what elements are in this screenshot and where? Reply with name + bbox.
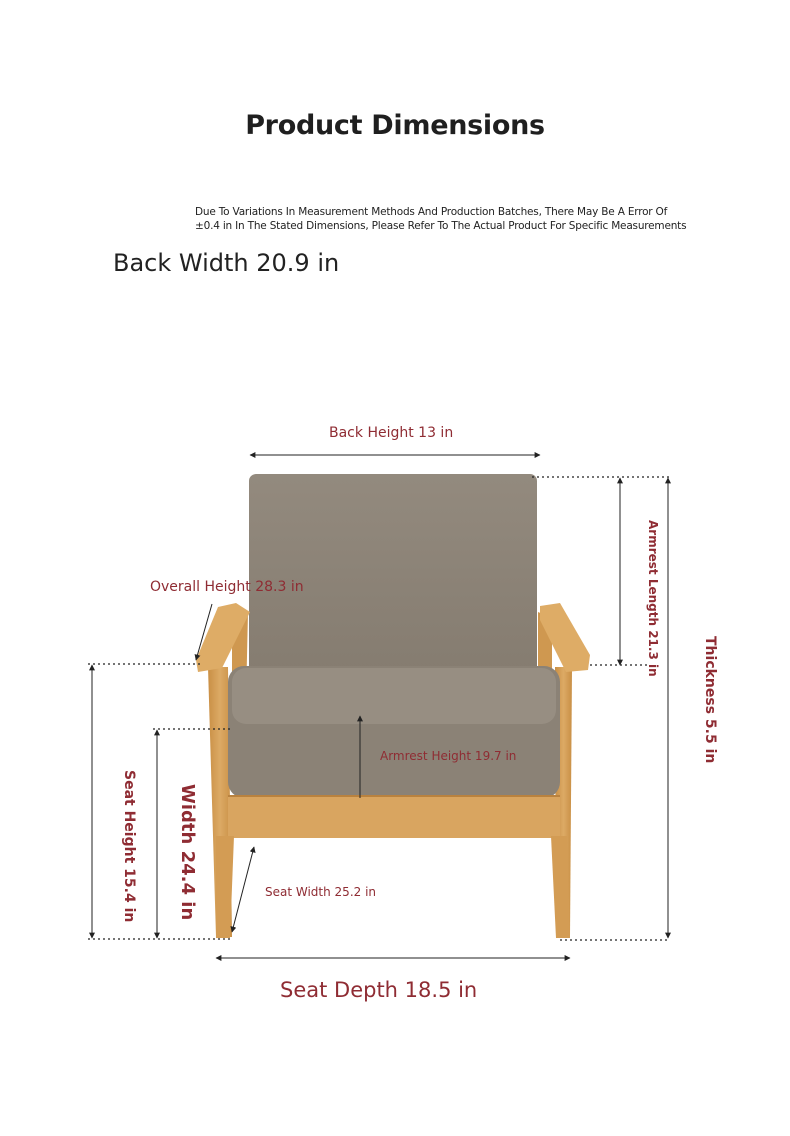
seat-cushion-top <box>232 668 556 724</box>
armrest-height-label: Armrest Height 19.7 in <box>380 749 517 763</box>
page-title: Product Dimensions <box>245 110 545 141</box>
seat-rail <box>228 796 560 838</box>
back-width-label: Back Width 20.9 in <box>113 249 340 277</box>
armrest-length-label: Armrest Length 21.3 in <box>646 520 660 677</box>
right-front-leg <box>551 836 570 938</box>
disclaimer-line-1: Due To Variations In Measurement Methods And Production Batches, There May Be A Error Of <box>195 206 668 218</box>
back-cushion <box>249 474 537 674</box>
disclaimer-line-2: ±0.4 in In The Stated Dimensions, Please Refer To The Actual Product For Specific Measurements <box>195 220 687 232</box>
overall-height-label: Overall Height 28.3 in <box>150 579 304 595</box>
back-height-label: Back Height 13 in <box>329 425 454 441</box>
thickness-label: Thickness 5.5 in <box>702 636 718 764</box>
armchair <box>196 474 590 938</box>
seat-height-label: Seat Height 15.4 in <box>121 770 137 923</box>
width-label: Width 24.4 in <box>177 784 198 921</box>
seat-width-label: Seat Width 25.2 in <box>265 885 377 899</box>
seat-depth-label: Seat Depth 18.5 in <box>280 978 478 1002</box>
